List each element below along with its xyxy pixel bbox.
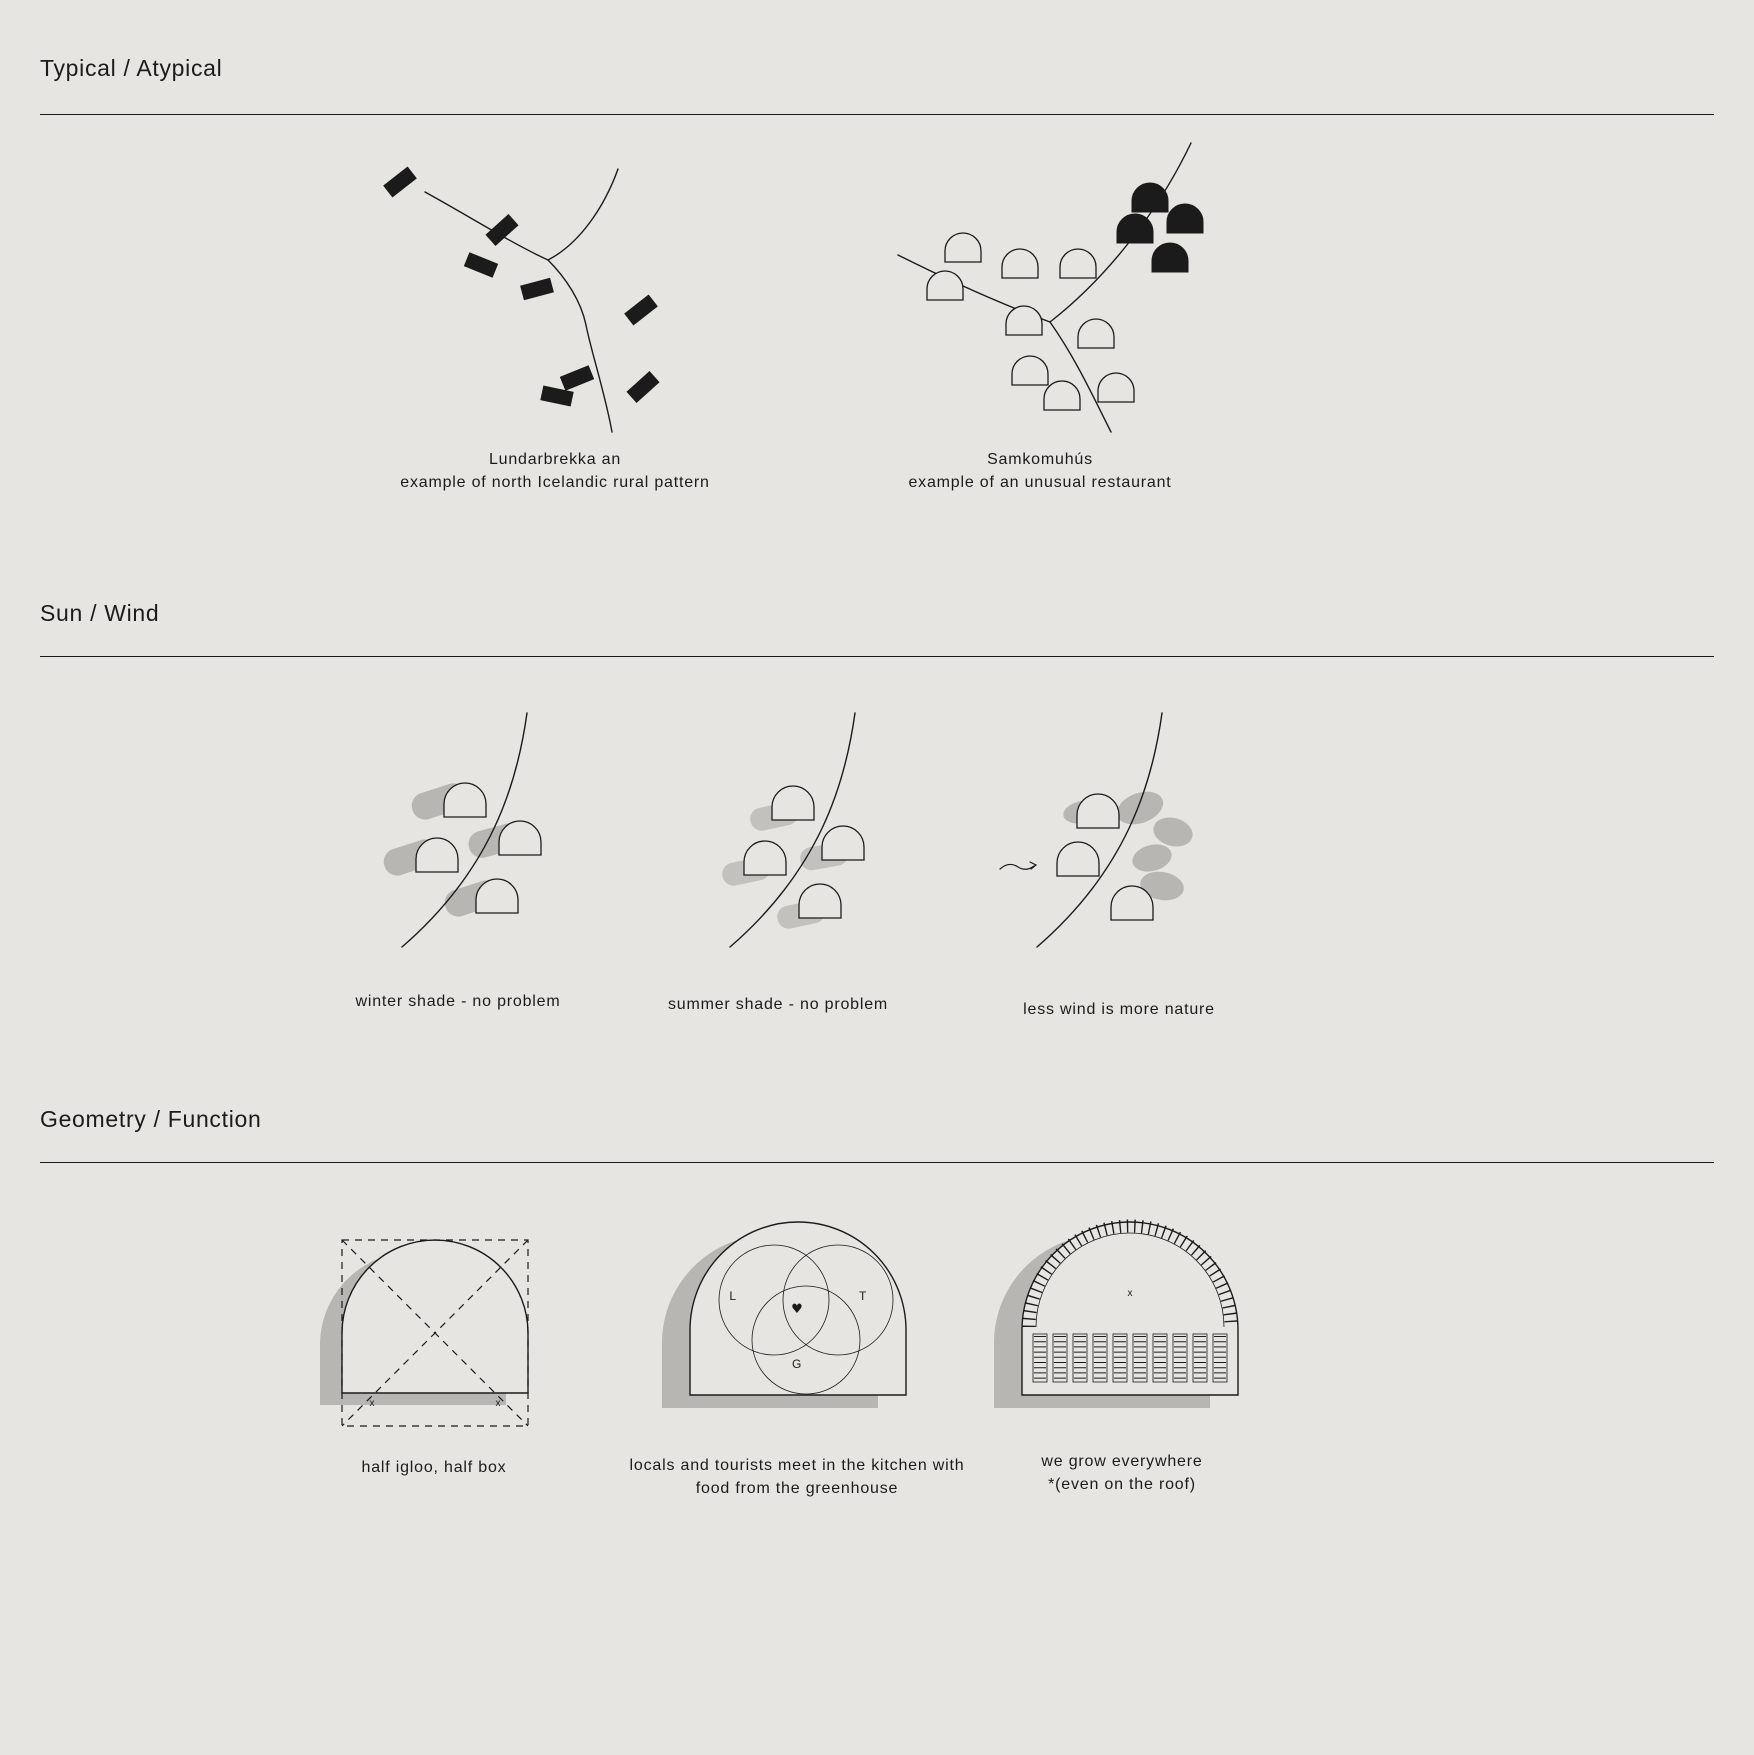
caption-less-wind: less wind is more nature bbox=[1023, 1001, 1215, 1018]
caption-lundarbrekka bbox=[355, 448, 755, 494]
igloo-arch-icon bbox=[1078, 319, 1114, 348]
igloo-arch-icon bbox=[1060, 249, 1096, 278]
igloo-arch-icon bbox=[799, 884, 841, 918]
igloo-arch-icon bbox=[1044, 381, 1080, 410]
wind-arrow-icon bbox=[1000, 862, 1036, 869]
igloo-arch-icon bbox=[744, 841, 786, 875]
venn-label-locals: L bbox=[729, 1289, 737, 1303]
caption-line: we grow everywhere bbox=[1041, 1453, 1203, 1470]
caption-line: example of an unusual restaurant bbox=[908, 474, 1172, 492]
igloo-arch-filled-icon bbox=[1167, 204, 1203, 233]
summer-shade-diagram bbox=[680, 700, 1010, 1030]
samkomuhus-diagram bbox=[878, 128, 1223, 448]
igloo-arch-icon bbox=[1012, 356, 1048, 385]
caption-igloo-box: half igloo, half box bbox=[361, 1459, 507, 1476]
settlement-block bbox=[520, 278, 554, 301]
section-rule bbox=[40, 114, 1714, 115]
figure-winter-shade bbox=[350, 700, 680, 1030]
igloo-arch-icon bbox=[927, 271, 963, 300]
winter-shade-diagram bbox=[350, 700, 680, 1030]
settlement-block bbox=[383, 167, 417, 198]
igloo-arch-icon bbox=[1006, 306, 1042, 335]
caption-line: *(even on the roof) bbox=[1048, 1476, 1196, 1494]
x-mark: x bbox=[495, 1398, 501, 1409]
caption-line: example of north Icelandic rural pattern bbox=[400, 474, 710, 492]
road-path bbox=[548, 169, 618, 260]
settlement-block bbox=[624, 295, 658, 326]
venn-label-tourists: T bbox=[859, 1289, 867, 1303]
venn-label-greenhouse: G bbox=[792, 1357, 802, 1371]
figure-less-wind bbox=[990, 700, 1320, 1030]
section-title-geometry: Geometry / Function bbox=[40, 1106, 262, 1132]
section-rule bbox=[40, 656, 1714, 657]
settlement-block bbox=[626, 371, 659, 403]
igloo-arch-icon bbox=[822, 826, 864, 860]
section-title-typical: Typical / Atypical bbox=[40, 55, 223, 81]
igloo-arch-icon bbox=[945, 233, 981, 262]
caption-samkomuhus bbox=[840, 448, 1240, 494]
caption-line: locals and tourists meet in the kitchen with bbox=[629, 1457, 965, 1474]
road-path bbox=[425, 192, 612, 432]
section-title-sun-wind: Sun / Wind bbox=[40, 600, 160, 626]
igloo-arch-filled-icon bbox=[1152, 243, 1188, 272]
figure-summer-shade bbox=[680, 700, 1010, 1030]
figure-samkomuhus bbox=[878, 128, 1223, 448]
igloo-arch-icon bbox=[1002, 249, 1038, 278]
section-rule bbox=[40, 1162, 1714, 1163]
igloo-arch-filled-icon bbox=[1132, 183, 1168, 212]
igloo-arch-icon bbox=[772, 786, 814, 820]
caption-summer-shade: summer shade - no problem bbox=[667, 996, 889, 1013]
caption-line: food from the greenhouse bbox=[695, 1480, 899, 1498]
settlement-block bbox=[560, 365, 594, 391]
x-mark: x bbox=[1127, 1288, 1133, 1299]
lundarbrekka-diagram bbox=[385, 152, 730, 457]
caption-line: Lundarbrekka an bbox=[488, 451, 622, 468]
igloo-arch-icon bbox=[1057, 842, 1099, 876]
igloo-arch-icon bbox=[1077, 794, 1119, 828]
igloo-arch-icon bbox=[1098, 373, 1134, 402]
figure-lundarbrekka bbox=[385, 152, 730, 457]
x-mark: x bbox=[369, 1398, 375, 1409]
caption-winter-shade: winter shade - no problem bbox=[355, 993, 561, 1010]
caption-grow-everywhere bbox=[922, 1450, 1322, 1496]
caption-line: Samkomuhús bbox=[987, 451, 1093, 468]
heart-icon: ♥ bbox=[791, 1302, 803, 1317]
settlement-block bbox=[464, 252, 498, 278]
less-wind-diagram bbox=[990, 700, 1320, 1030]
